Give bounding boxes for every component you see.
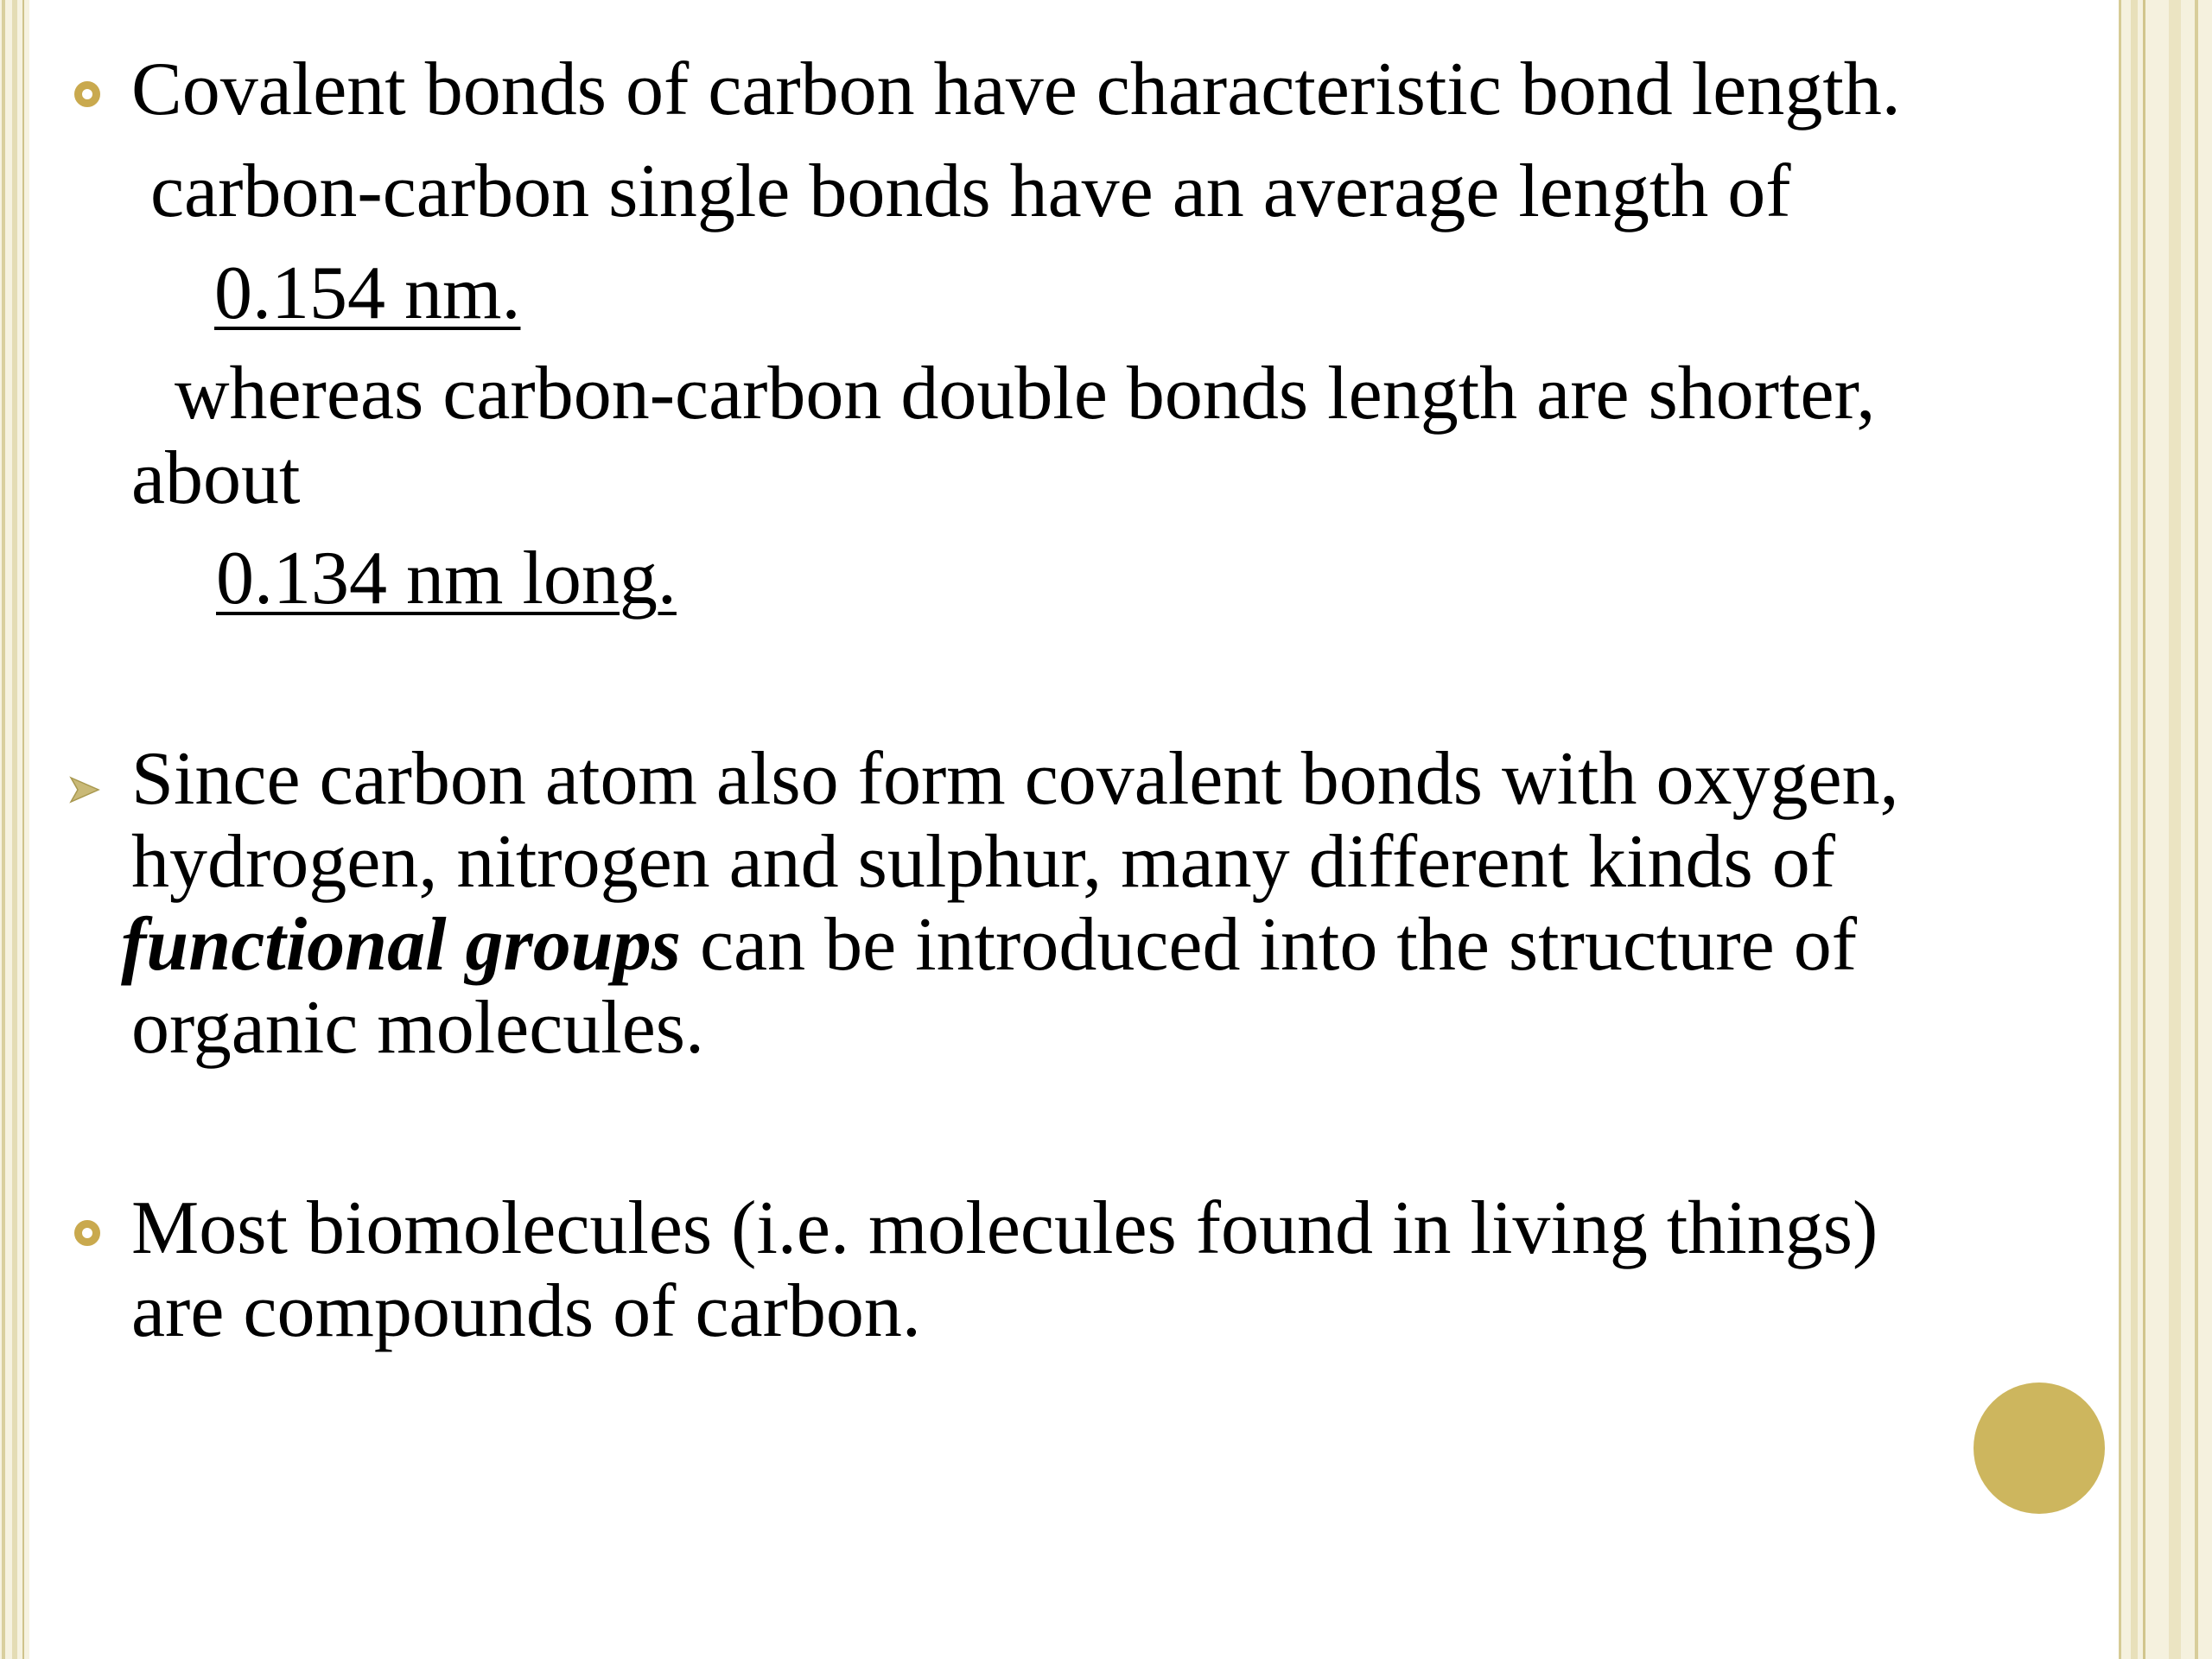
bullet-1-value-double	[216, 537, 677, 620]
right-border-line	[2131, 0, 2138, 1659]
right-border-line	[2143, 0, 2145, 1659]
circle-bullet-icon	[74, 81, 100, 107]
bullet-2-line-1: Since carbon atom also form covalent bonds with oxygen,	[131, 737, 1899, 821]
bullet-1-value-single	[195, 252, 520, 335]
circle-bullet-icon	[74, 1220, 100, 1246]
bullet-1-line-2: carbon-carbon single bonds have an average length of	[150, 149, 1791, 233]
bullet-2-line-2: hydrogen, nitrogen and sulphur, many different kinds of	[131, 820, 1836, 904]
left-border-line	[2, 0, 5, 1659]
bullet-1-line-4: whereas carbon-carbon double bonds length are shorter,	[175, 352, 1876, 435]
bullet-2-line-4: organic molecules.	[131, 986, 705, 1070]
bullet-3-line-1: Most biomolecules (i.e. molecules found in living things)	[131, 1186, 1878, 1270]
left-border-line	[22, 0, 24, 1659]
double-bond-length: 0.134 nm long.	[216, 537, 677, 620]
right-border-line	[2119, 0, 2121, 1659]
decorative-gold-circle	[1974, 1382, 2105, 1514]
right-border-line	[2169, 0, 2181, 1659]
single-bond-length: 0.154 nm.	[214, 251, 521, 335]
right-border-line	[2195, 0, 2198, 1659]
bullet-3-line-2: are compounds of carbon.	[131, 1269, 921, 1353]
bullet-2-line-3-rest: can be introduced into the structure of	[680, 903, 1858, 987]
bullet-1-line-5: about	[131, 436, 301, 520]
left-border-line	[12, 0, 17, 1659]
bullet-2-line-3	[121, 904, 1857, 987]
arrowhead-bullet-icon	[69, 774, 100, 805]
bullet-1-line-1: Covalent bonds of carbon have characteristic bond length.	[131, 48, 1901, 131]
functional-groups-emphasis: functional groups	[121, 903, 681, 987]
